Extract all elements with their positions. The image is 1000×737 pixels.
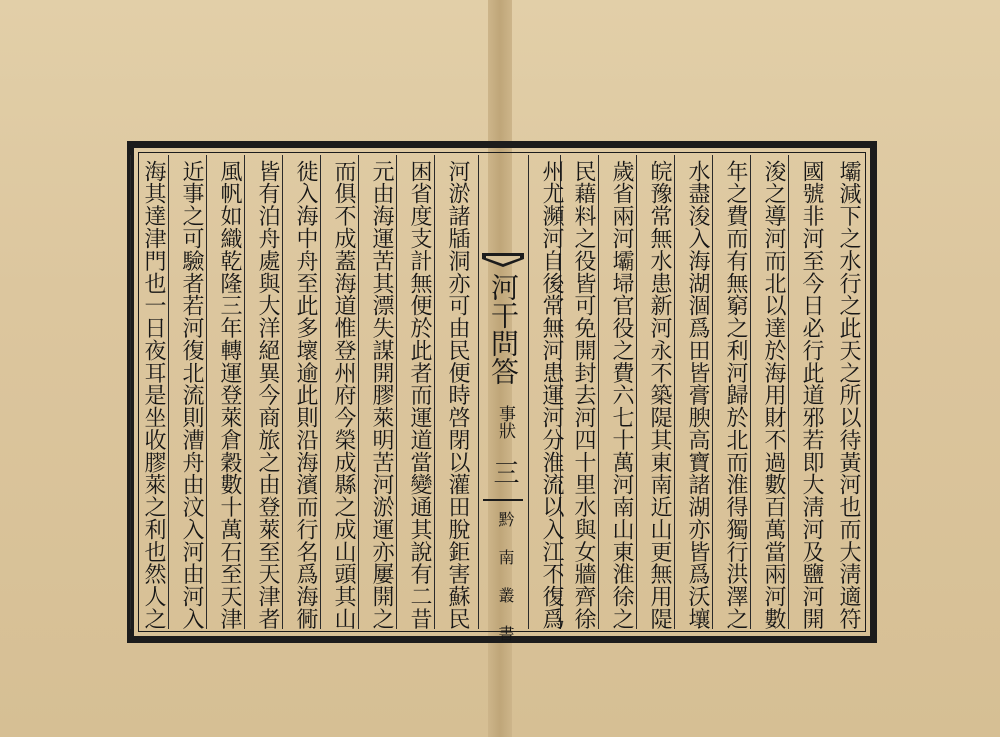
- column-text: 歲省兩河壩埽官役之費六七十萬河南山東淮徐之: [609, 160, 634, 630]
- column-text: 州尤瀕河自後常無河患運河分淮流以入江不復爲: [539, 160, 564, 630]
- column-text: 國號非河至今日必行此道邪若即大淸河及鹽河開: [799, 160, 824, 630]
- book-title: 河干問答: [487, 273, 520, 385]
- column-text: 徙入海中舟至此多壞逾此則沿海濱而行名爲海衕: [293, 160, 318, 630]
- column-text: 元由海運苦其漂失謀開膠萊明苦河淤運亦屢開之: [369, 160, 394, 630]
- column-text: 而俱不成蓋海道惟登州府今榮成縣之成山頭其山: [331, 160, 356, 630]
- column-text: 民藉料之役皆可免開封去河四十里水與女牆齊徐: [571, 160, 596, 630]
- column-text: 水盡浚入海湖涸爲田皆膏腴高寶諸湖亦皆爲沃壤: [685, 160, 710, 630]
- text-column: [528, 155, 573, 629]
- column-text: 河淤諸牐洞亦可由民便時啓閉以灌田脫鉅害蘇民: [445, 160, 470, 630]
- column-text: 壩減下之水行之此天之所以待黃河也而大淸適符: [836, 160, 861, 630]
- text-column: [130, 155, 175, 629]
- fold-divider: [483, 499, 523, 501]
- column-text: 困省度支計無便於此者而運道當變通其說有二昔: [407, 160, 432, 630]
- column-text: 近事之可驗者若河復北流則漕舟由汶入河由河入: [179, 160, 204, 630]
- column-text: 浚之導河而北以達於海用財不過數百萬當兩河數: [761, 160, 786, 630]
- column-text: 皖豫常無水患新河永不築隄其東南近山更無用隄: [647, 160, 672, 630]
- fishtail-mark: [482, 253, 524, 269]
- section-label: 事狀: [495, 405, 515, 439]
- fold-column: [478, 155, 529, 663]
- column-text: 海其達津門也一日夜耳是坐收膠萊之利也然人之: [141, 160, 166, 630]
- page-number: 三: [489, 459, 519, 485]
- column-text: 風帆如織乾隆三年轉運登萊倉穀數十萬石至天津: [217, 160, 242, 630]
- column-text: 皆有泊舟處與大洋絕異今商旅之由登萊至天津者: [255, 160, 280, 630]
- column-text: 年之費而有無窮之利河歸於北而淮得獨行洪澤之: [723, 160, 748, 630]
- series-name: 黔南叢書: [496, 511, 515, 663]
- text-frame: [127, 141, 877, 663]
